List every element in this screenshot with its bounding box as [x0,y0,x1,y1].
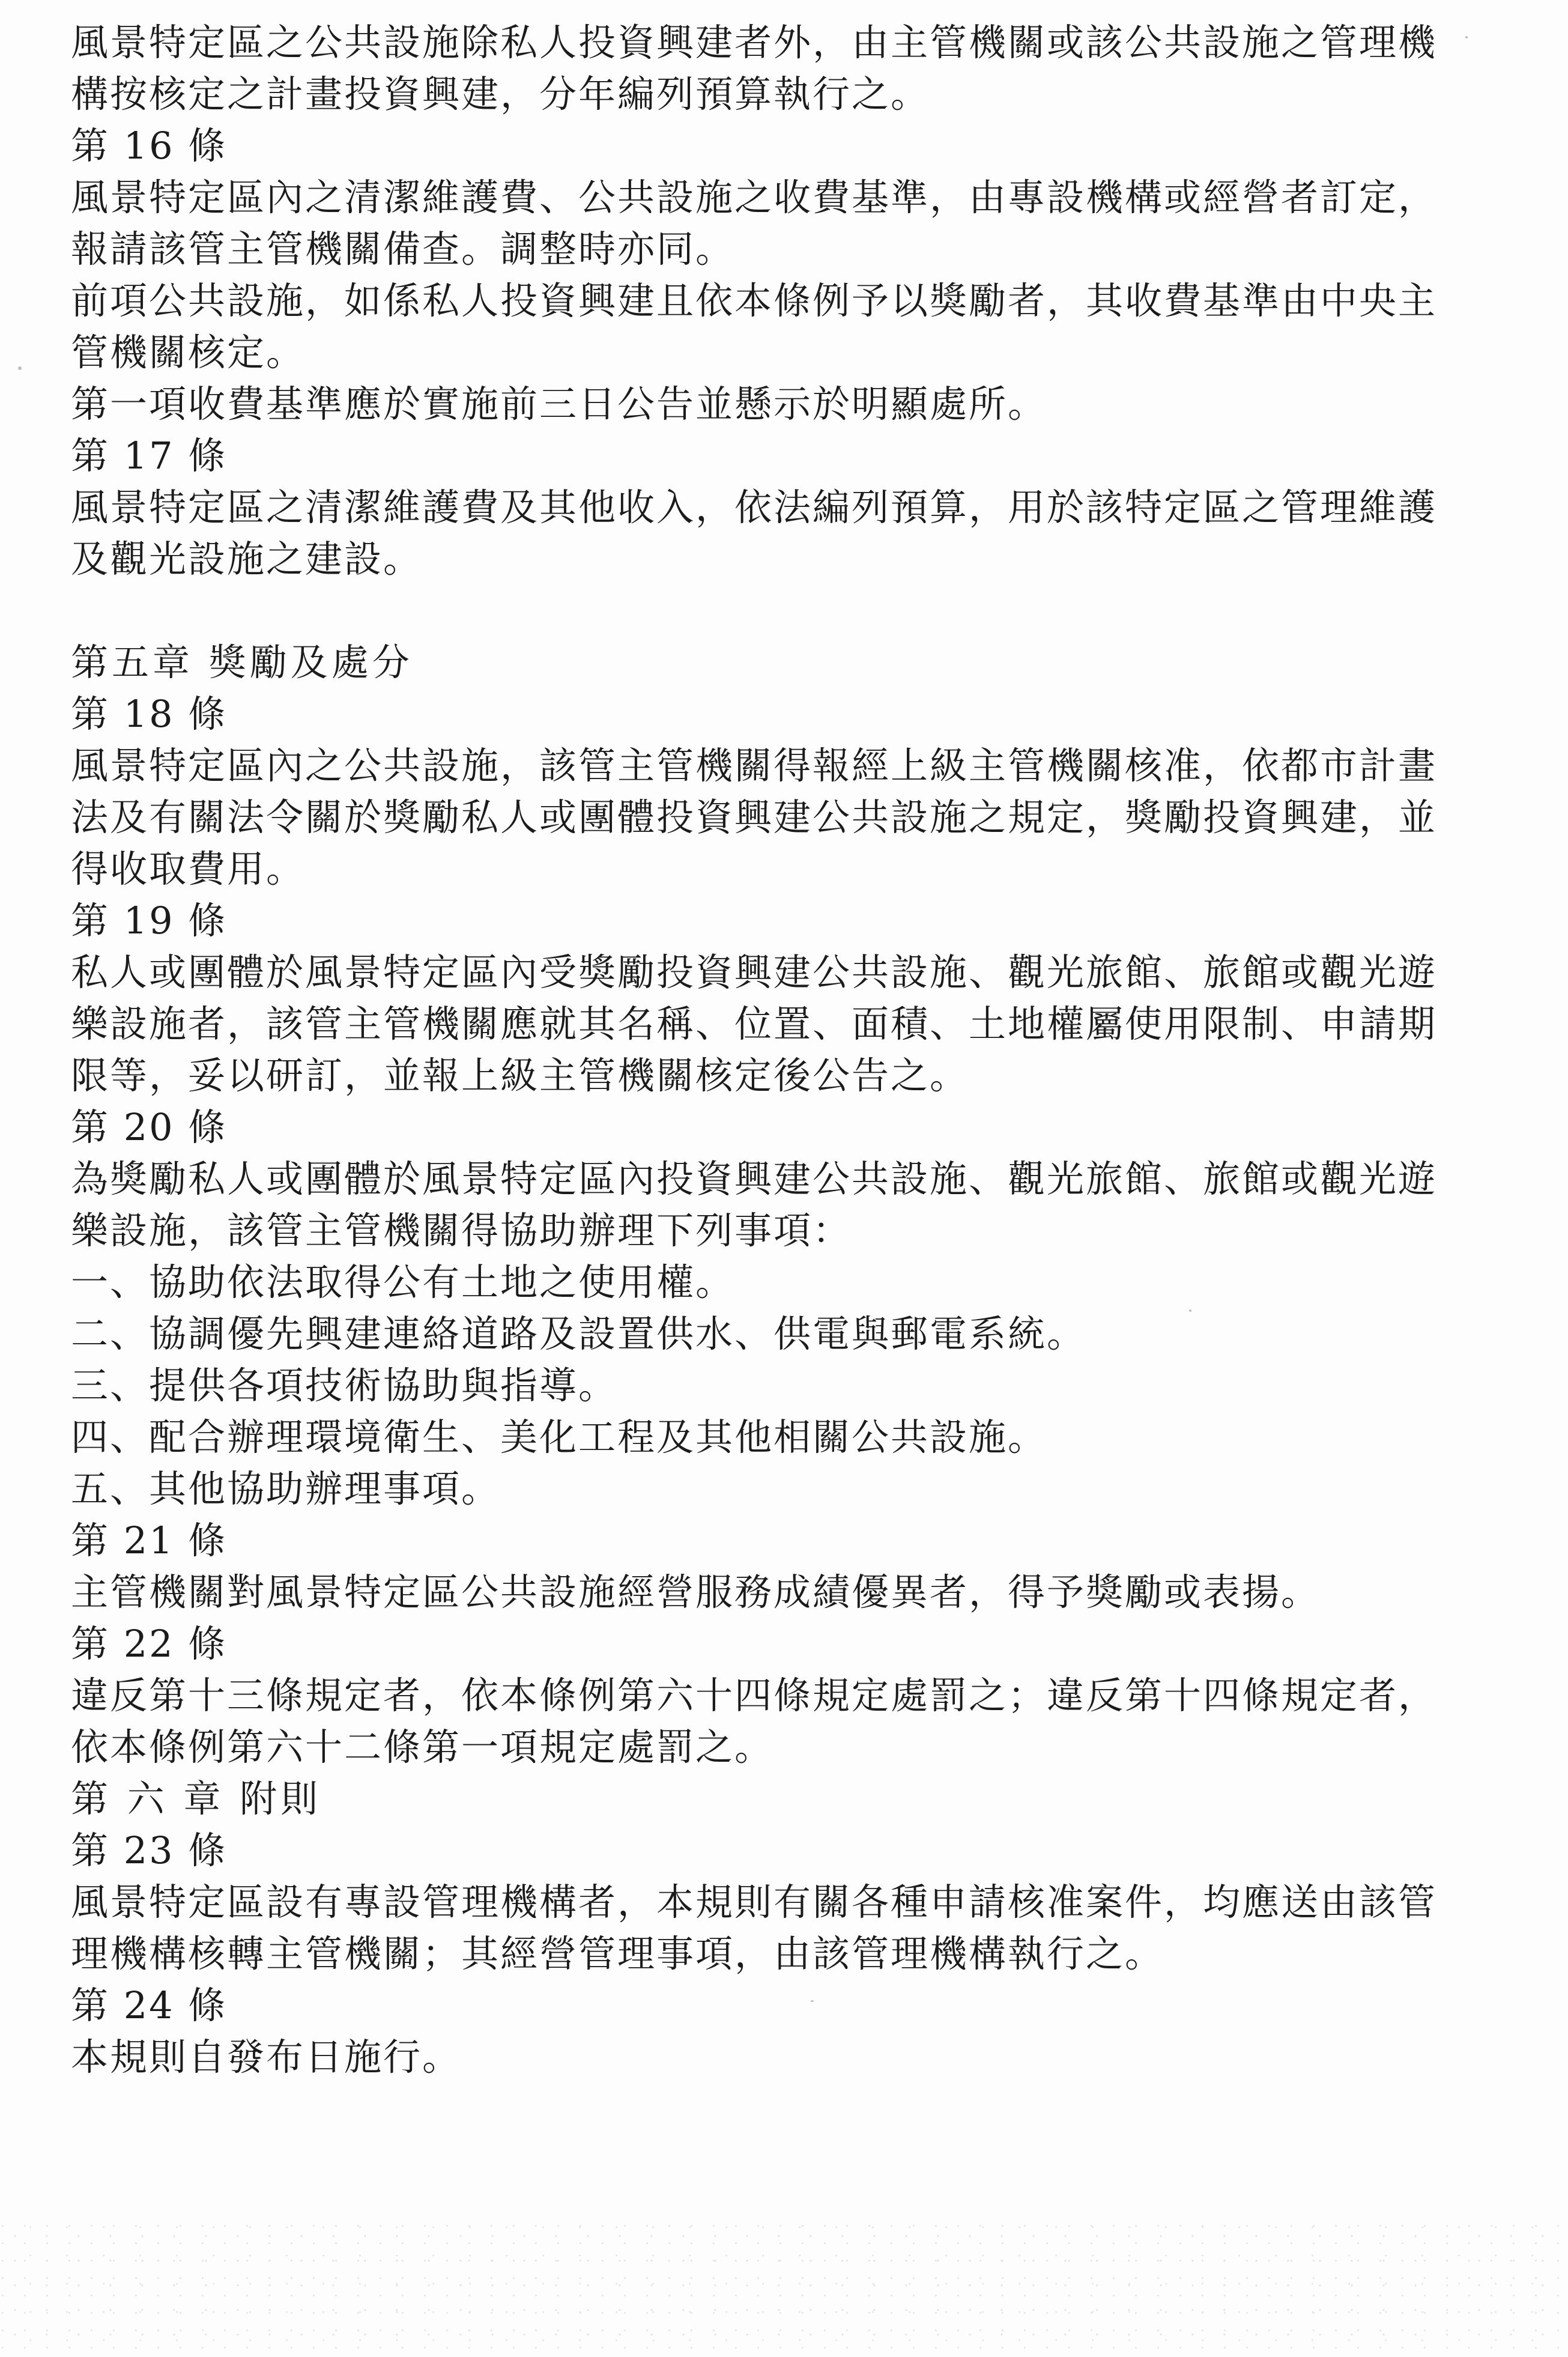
text-line: 樂設施者，該管主管機關應就其名稱、位置、面積、土地權屬使用限制、申請期 [71,1002,1438,1046]
text-line: 報請該管主管機關備查。調整時亦同。 [71,227,735,271]
text-line: 限等，妥以研訂，並報上級主管機關核定後公告之。 [71,1054,969,1097]
article-heading: 第 24 條 [71,1983,228,2027]
text-line: 風景特定區之清潔維護費及其他收入，依法編列預算，用於該特定區之管理維護 [71,485,1438,529]
text-line: 違反第十三條規定者，依本條例第六十四條規定處罰之；違反第十四條規定者， [71,1673,1438,1717]
text-line: 第一項收費基準應於實施前三日公告並懸示於明顯處所。 [71,382,1047,426]
text-line: 為獎勵私人或團體於風景特定區內投資興建公共設施、觀光旅館、旅館或觀光遊 [71,1157,1438,1201]
scan-noise [0,2219,1568,2357]
text-line: 及觀光設施之建設。 [71,537,423,581]
list-item: 三、提供各項技術協助與指導。 [71,1364,618,1407]
text-line: 依本條例第六十二條第一項規定處罰之。 [71,1725,774,1769]
text-line: 主管機關對風景特定區公共設施經營服務成績優異者，得予獎勵或表揚。 [71,1570,1321,1614]
text-line: 風景特定區設有專設管理機構者，本規則有關各種申請核准案件，均應送由該管 [71,1880,1438,1924]
scan-speck [1465,36,1468,38]
article-heading: 第 19 條 [71,899,228,942]
text-line: 樂設施，該管主管機關得協助辦理下列事項： [71,1209,852,1252]
article-heading: 第 22 條 [71,1622,228,1666]
text-line: 得收取費用。 [71,847,306,891]
text-line: 本規則自發布日施行。 [71,2035,462,2079]
text-line: 私人或團體於風景特定區內受獎勵投資興建公共設施、觀光旅館、旅館或觀光遊 [71,950,1438,994]
text-line: 前項公共設施，如係私人投資興建且依本條例予以獎勵者，其收費基準由中央主 [71,279,1438,323]
scan-speck [1189,1309,1191,1312]
article-heading: 第 16 條 [71,124,228,168]
article-heading: 第 23 條 [71,1828,228,1872]
text-line: 理機構核轉主管機關；其經營管理事項，由該管理機構執行之。 [71,1932,1164,1976]
chapter-heading: 第五章 獎勵及處分 [71,640,413,684]
article-heading: 第 18 條 [71,692,228,736]
list-item: 四、配合辦理環境衛生、美化工程及其他相關公共設施。 [71,1415,1047,1459]
list-item: 五、其他協助辦理事項。 [71,1467,501,1511]
text-line: 風景特定區內之公共設施，該管主管機關得報經上級主管機關核准，依都市計畫 [71,744,1438,787]
list-item: 一、協助依法取得公有土地之使用權。 [71,1260,735,1304]
article-heading: 第 20 條 [71,1105,228,1149]
regulation-text [71,17,1464,2083]
chapter-heading: 第 六 章 附則 [71,1777,322,1821]
text-line: 風景特定區之公共設施除私人投資興建者外，由主管機關或該公共設施之管理機 [71,20,1438,64]
article-heading: 第 17 條 [71,434,228,478]
paragraph-gap [71,585,1464,637]
text-line: 法及有關法令關於獎勵私人或團體投資興建公共設施之規定，獎勵投資興建，並 [71,795,1438,839]
scan-speck [811,2000,814,2002]
text-line: 風景特定區內之清潔維護費、公共設施之收費基準，由專設機構或經營者訂定， [71,175,1438,219]
scan-speck [18,366,22,370]
article-heading: 第 21 條 [71,1518,228,1562]
text-line: 構按核定之計畫投資興建，分年編列預算執行之。 [71,72,930,116]
list-item: 二、協調優先興建連絡道路及設置供水、供電與郵電系統。 [71,1312,1086,1356]
text-line: 管機關核定。 [71,330,306,374]
